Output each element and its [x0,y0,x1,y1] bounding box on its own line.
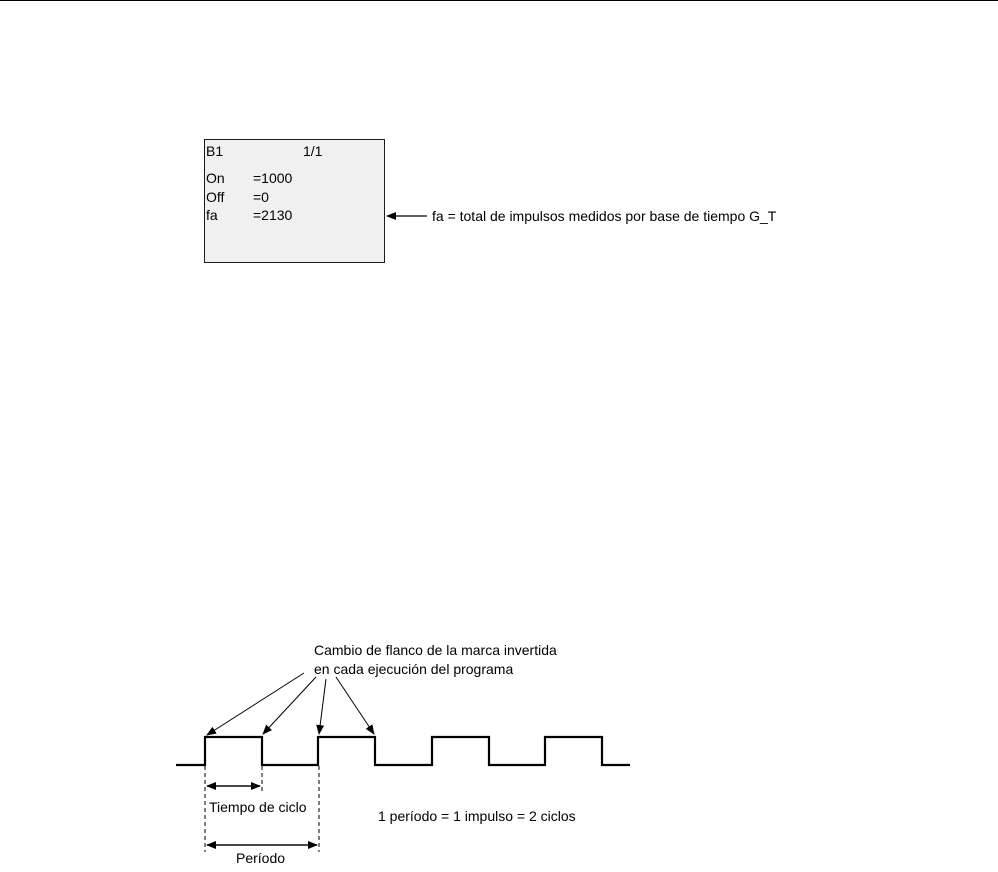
display-page: 1/1 [303,143,323,159]
display-row-on-label: On [206,170,225,186]
display-row-fa-label: fa [206,207,218,223]
display-row-on-value: =1000 [253,170,293,186]
display-block-name: B1 [206,143,224,159]
edge-arrow-3 [319,679,326,734]
square-wave [176,737,630,765]
edge-note-line2: en cada ejecución del programa [314,661,514,677]
display-annotation: fa = total de impulsos medidos por base de tiempo G_T [432,208,777,224]
cycle-time-label: Tiempo de ciclo [209,799,307,815]
display-row-off-value: =0 [253,189,269,205]
display-row-off-label: Off [206,189,225,205]
edge-note-line1: Cambio de flanco de la marca invertida [314,642,557,658]
display-row-fa-value: =2130 [253,207,293,223]
edge-arrow-1 [207,673,304,735]
edge-arrow-4 [336,677,374,734]
period-label: Período [236,850,286,866]
period-equation: 1 período = 1 impulso = 2 ciclos [378,808,576,824]
edge-arrow-2 [263,677,316,734]
